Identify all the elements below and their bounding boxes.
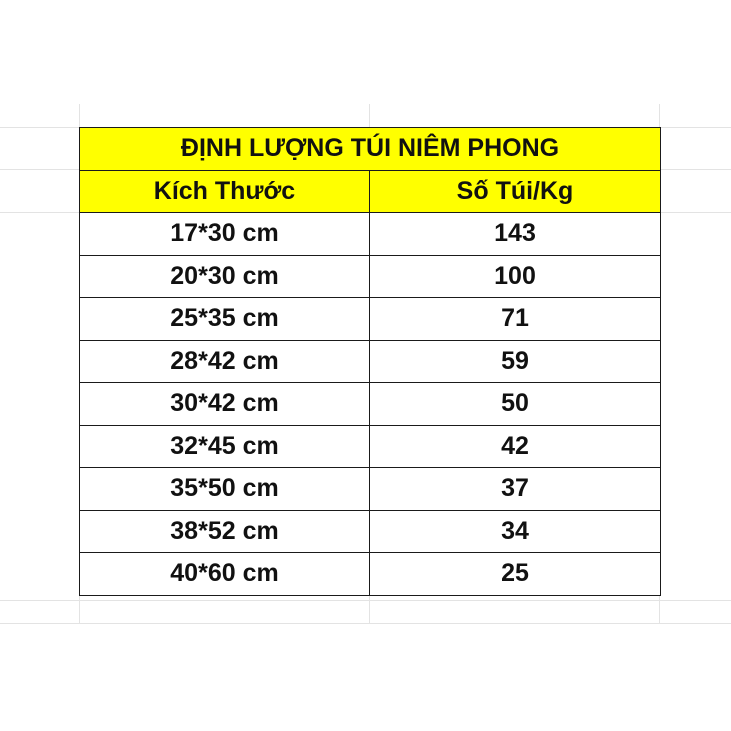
cell-bags-per-kg[interactable]: 42 xyxy=(370,425,661,468)
cell-bags-per-kg[interactable]: 50 xyxy=(370,383,661,426)
gridline xyxy=(0,600,731,601)
cell-size[interactable]: 32*45 cm xyxy=(80,425,370,468)
table-header-row xyxy=(80,170,661,213)
table-row xyxy=(80,468,661,511)
header-size[interactable]: Kích Thước xyxy=(80,170,370,213)
cell-size[interactable]: 25*35 cm xyxy=(80,298,370,341)
table-row xyxy=(80,213,661,256)
cell-bags-per-kg[interactable]: 100 xyxy=(370,255,661,298)
header-bags-per-kg[interactable]: Số Túi/Kg xyxy=(370,170,661,213)
cell-bags-per-kg[interactable]: 34 xyxy=(370,510,661,553)
table-title-row xyxy=(80,128,661,171)
cell-size[interactable]: 40*60 cm xyxy=(80,553,370,596)
cell-size[interactable]: 30*42 cm xyxy=(80,383,370,426)
table-row xyxy=(80,510,661,553)
table-row xyxy=(80,298,661,341)
table-row xyxy=(80,340,661,383)
gridline xyxy=(0,623,731,624)
cell-bags-per-kg[interactable]: 37 xyxy=(370,468,661,511)
cell-size[interactable]: 35*50 cm xyxy=(80,468,370,511)
cell-bags-per-kg[interactable]: 59 xyxy=(370,340,661,383)
cell-bags-per-kg[interactable]: 143 xyxy=(370,213,661,256)
cell-size[interactable]: 17*30 cm xyxy=(80,213,370,256)
cell-size[interactable]: 20*30 cm xyxy=(80,255,370,298)
bag-quantity-table xyxy=(79,127,661,596)
table-row xyxy=(80,553,661,596)
cell-size[interactable]: 38*52 cm xyxy=(80,510,370,553)
table-row xyxy=(80,425,661,468)
cell-bags-per-kg[interactable]: 25 xyxy=(370,553,661,596)
table-title[interactable]: ĐỊNH LƯỢNG TÚI NIÊM PHONG xyxy=(80,128,661,171)
table-row xyxy=(80,383,661,426)
cell-bags-per-kg[interactable]: 71 xyxy=(370,298,661,341)
cell-size[interactable]: 28*42 cm xyxy=(80,340,370,383)
table-row xyxy=(80,255,661,298)
